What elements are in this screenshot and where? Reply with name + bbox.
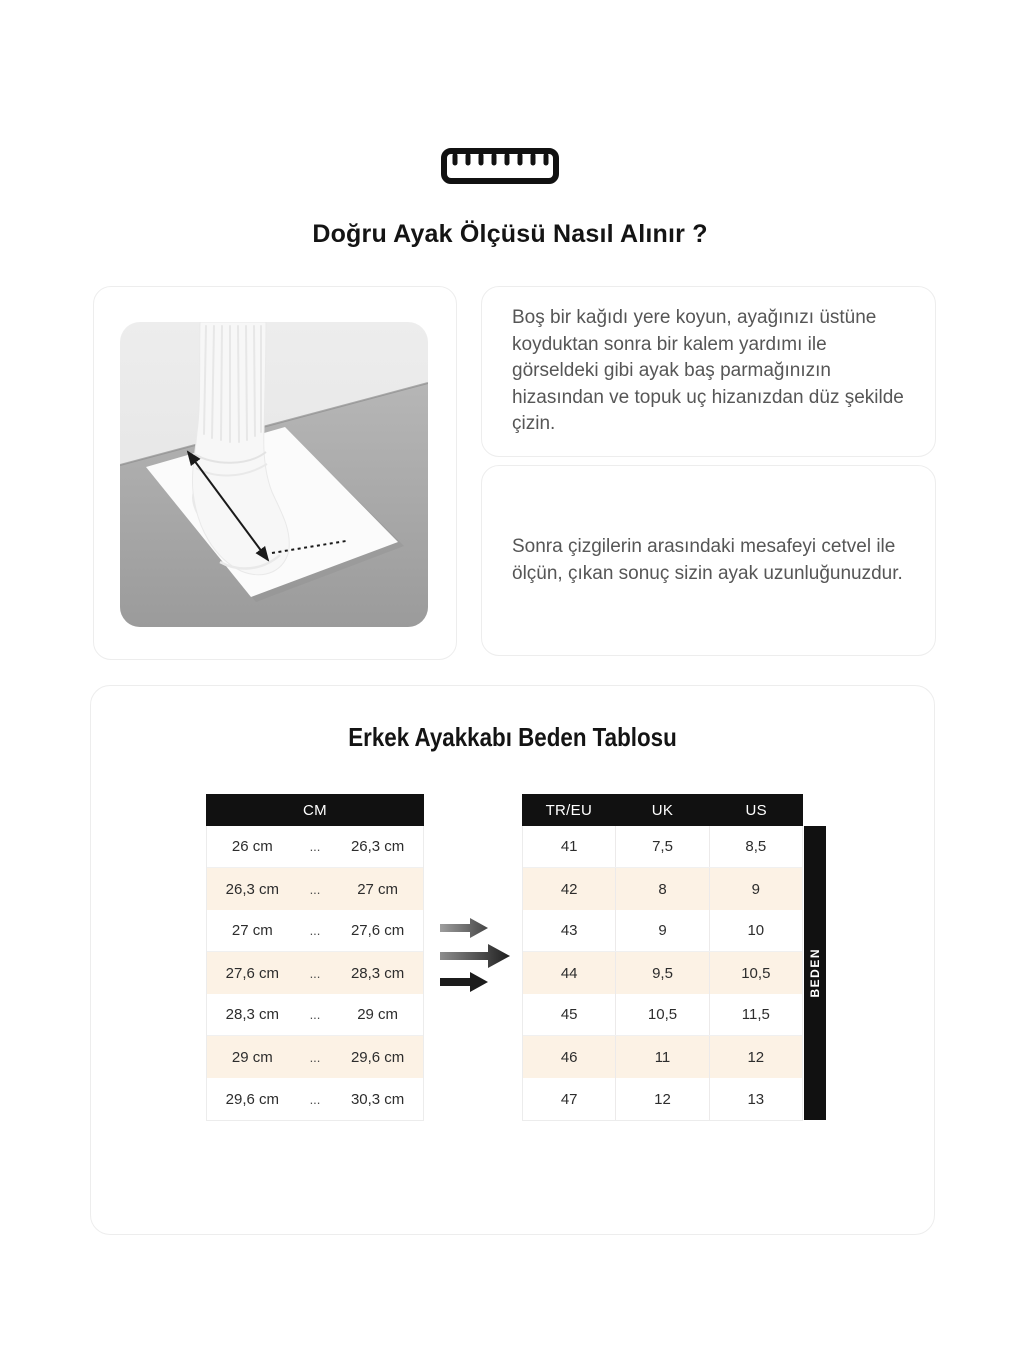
cm-to-value: 29,6 cm bbox=[350, 1048, 405, 1066]
size-chart-title: Erkek Ayakkabı Beden Tablosu bbox=[348, 722, 677, 752]
us-size: 8,5 bbox=[745, 838, 767, 855]
cm-table-body bbox=[206, 826, 424, 1121]
cm-from-value: 26 cm bbox=[231, 838, 273, 855]
cm-header-label: CM bbox=[303, 801, 327, 819]
uk-size: 10,5 bbox=[616, 994, 709, 1035]
size-table-header-cell: TR/EU bbox=[545, 801, 593, 819]
page-title: Doğru Ayak Ölçüsü Nasıl Alınır ? bbox=[312, 220, 708, 248]
instruction-card-1 bbox=[481, 286, 936, 457]
uk-size: 12 bbox=[616, 1078, 709, 1120]
cm-to-value: 27 cm bbox=[357, 880, 399, 898]
tr-eu-size: 41 bbox=[523, 826, 616, 867]
size-table-header bbox=[522, 794, 803, 826]
size-table-body bbox=[522, 826, 803, 1121]
cm-table-row bbox=[207, 952, 423, 994]
size-table-header-cell: US bbox=[745, 801, 767, 819]
us-size: 10 bbox=[747, 922, 765, 939]
size-table-row bbox=[523, 826, 802, 868]
cm-to-value: 28,3 cm bbox=[350, 964, 405, 982]
cm-table-row bbox=[207, 826, 423, 868]
cm-from-value: 27,6 cm bbox=[225, 964, 280, 982]
cm-table-row bbox=[207, 868, 423, 910]
cm-range-separator: ... bbox=[309, 965, 321, 981]
size-table-row bbox=[523, 994, 802, 1036]
cm-range-separator: ... bbox=[309, 881, 321, 897]
transfer-arrows-icon bbox=[436, 916, 514, 996]
instruction-card-2 bbox=[481, 465, 936, 656]
size-table-row bbox=[523, 1036, 802, 1078]
tr-eu-size: 45 bbox=[523, 994, 616, 1035]
size-table-header-cell: UK bbox=[651, 801, 674, 819]
us-size: 9 bbox=[751, 880, 760, 898]
us-size: 11,5 bbox=[741, 1006, 770, 1023]
us-size: 12 bbox=[747, 1048, 765, 1066]
cm-range-separator: ... bbox=[309, 923, 321, 938]
uk-size: 8 bbox=[616, 868, 709, 910]
uk-size: 7,5 bbox=[616, 826, 709, 867]
uk-size: 11 bbox=[616, 1036, 709, 1078]
size-table-row bbox=[523, 910, 802, 952]
uk-size: 9 bbox=[616, 910, 709, 951]
cm-range-separator: ... bbox=[309, 1007, 321, 1022]
cm-range-separator: ... bbox=[309, 839, 321, 854]
cm-to-value: 27,6 cm bbox=[350, 922, 405, 939]
beden-side-bar bbox=[804, 826, 826, 1120]
cm-range-separator: ... bbox=[309, 1049, 321, 1065]
tr-eu-size: 46 bbox=[523, 1036, 616, 1078]
cm-from-value: 29,6 cm bbox=[225, 1090, 280, 1108]
tr-eu-size: 44 bbox=[523, 952, 616, 994]
beden-label: BEDEN bbox=[808, 948, 822, 998]
cm-table-row bbox=[207, 1036, 423, 1078]
cm-from-value: 28,3 cm bbox=[225, 1006, 280, 1023]
us-size: 13 bbox=[747, 1090, 765, 1108]
tr-eu-size: 42 bbox=[523, 868, 616, 910]
measurement-photo-card bbox=[93, 286, 457, 660]
size-table-row bbox=[523, 952, 802, 994]
cm-from-value: 27 cm bbox=[231, 922, 273, 939]
cm-range-separator: ... bbox=[309, 1091, 321, 1107]
tr-eu-size: 43 bbox=[523, 910, 616, 951]
uk-size: 9,5 bbox=[616, 952, 709, 994]
tr-eu-size: 47 bbox=[523, 1078, 616, 1120]
size-table-row bbox=[523, 868, 802, 910]
cm-from-value: 29 cm bbox=[231, 1048, 273, 1066]
cm-to-value: 29 cm bbox=[357, 1006, 399, 1023]
cm-table-row bbox=[207, 1078, 423, 1120]
cm-table-row bbox=[207, 910, 423, 952]
instruction-step1-text: Boş bir kağıdı yere koyun, ayağınızı üstüne koyduktan sonra bir kalem yardımı ile görseldeki gibi ayak baş parmağınızın hizasından ve topuk uç hizanızdan düz şekilde çizin. bbox=[512, 307, 904, 435]
foot-measurement-photo bbox=[120, 322, 428, 627]
cm-table-row bbox=[207, 994, 423, 1036]
cm-table-header bbox=[206, 794, 424, 826]
cm-range-table bbox=[206, 794, 424, 1121]
instruction-step2-text: Sonra çizgilerin arasındaki mesafeyi cetvel ile ölçün, çıkan sonuç sizin ayak uzunluğunuzdur. bbox=[512, 535, 903, 584]
cm-to-value: 30,3 cm bbox=[350, 1090, 405, 1108]
size-table-row bbox=[523, 1078, 802, 1120]
us-size: 10,5 bbox=[741, 964, 771, 982]
size-chart-card bbox=[90, 685, 935, 1235]
cm-from-value: 26,3 cm bbox=[225, 880, 280, 898]
shoe-size-table bbox=[522, 794, 803, 1121]
ruler-icon bbox=[440, 146, 560, 186]
cm-to-value: 26,3 cm bbox=[350, 838, 405, 855]
